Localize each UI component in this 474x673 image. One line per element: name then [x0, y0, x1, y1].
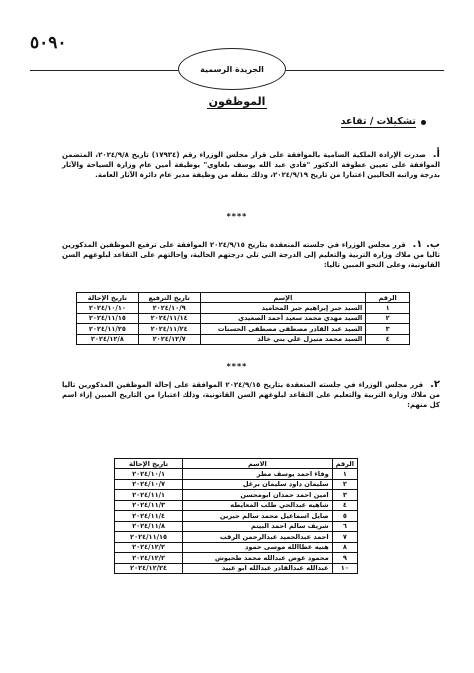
cell-retirement-date: ٢٠٢٤/١٢/٢	[115, 542, 183, 553]
cell-promotion-date: ٢٠٢٤/١٠/٩	[138, 303, 200, 314]
cell-retirement-date: ٢٠٢٤/١١/٢٥	[77, 324, 139, 335]
cell-name: السيد عبد القادر مصطفى مصطفى الحسنات	[200, 324, 366, 335]
subheading-text: تشكيلات / تقاعد	[340, 116, 416, 127]
separator-stars-2: ****	[226, 362, 248, 371]
gazette-name: الجريدة الرسمية	[200, 64, 264, 74]
cell-name: عبدالله عبدالقادر عبدالله ابو عبيد	[183, 563, 333, 574]
gazette-name-badge	[178, 48, 286, 90]
cell-retirement-date: ٢٠٢٤/١٢/٨	[77, 334, 139, 345]
table-row	[115, 490, 358, 501]
cell-retirement-date: ٢٠٢٤/١١/١٥	[77, 313, 139, 324]
cell-number: ٦	[332, 521, 357, 532]
cell-name: محمود عوض عبدالله محمد طحيوش	[183, 553, 333, 564]
cell-name: امين احمد حمدان ابومحسن	[183, 490, 333, 501]
section-title	[0, 95, 474, 108]
cell-promotion-date: ٢٠٢٤/١١/١٤	[138, 313, 200, 324]
paragraph-a-text: صدرت الإرادة الملكية السامية بالموافقة على قرار مجلس الوزراء رقم (١٧٩٣٤) تاريخ ٢٠٢٤/٩/٨، المتضمن الموافقة على تعيين عطوفة الدكتور "فادي عبد الله يوسف بلعاوي" بوظيفة أمين عام وزارة السياحة والآثار بدرجة وراتبه الحاليين اعتبارا من تاريخ ٢٠٢٤/٩/١٩، وذلك بنقله من وظيفة مدير عام دائرة الآثار العامة.	[62, 151, 440, 179]
table-row	[115, 563, 358, 574]
table-row	[115, 532, 358, 543]
cell-retirement-date: ٢٠٢٤/١٢/٢	[115, 553, 183, 564]
paragraph-a-marker: أ.	[432, 149, 440, 160]
table-row	[115, 511, 358, 522]
cell-name: السيد جبر إبراهيم جبر المحاميد	[200, 303, 366, 314]
table-header-row	[115, 459, 358, 469]
cell-promotion-date: ٢٠٢٤/١٢/٧	[138, 334, 200, 345]
col-header-retirement-date: تاريخ الإحالة	[77, 293, 139, 303]
table-row	[115, 479, 358, 490]
cell-number: ٨	[332, 542, 357, 553]
table-row	[115, 521, 358, 532]
cell-number: ١	[366, 303, 410, 314]
cell-name: هنيه عطاالله موسى حمود	[183, 542, 333, 553]
cell-number: ١٠	[332, 563, 357, 574]
retirement-table	[114, 458, 358, 574]
cell-number: ٣	[332, 490, 357, 501]
cell-name: شريف سالم احمد البيتم	[183, 521, 333, 532]
subheading	[341, 116, 426, 128]
cell-name: سليمان داود سليمان برغل	[183, 479, 333, 490]
cell-retirement-date: ٢٠٢٤/١١/٨	[115, 521, 183, 532]
paragraph-a	[62, 150, 440, 180]
cell-number: ٤	[332, 500, 357, 511]
col-header-retirement-date: تاريخ الإحالة	[115, 459, 183, 469]
paragraph-c-marker: ٢.	[430, 379, 441, 390]
cell-name: شاهيه عبدالحي طلب المعايطه	[183, 500, 333, 511]
cell-number: ٢	[366, 313, 410, 324]
paragraph-b-text: قرر مجلس الوزراء في جلسته المنعقدة بتاريخ ٢٠٢٤/٩/١٥ الموافقة على ترفيع الموظفين المذكورين تاليا من ملاك وزارة التربية والتعليم إلى الدرجة التي تلي درجتهم الحالية، وإحالتهم على التقاعد لبلوغهم السن القانونية، وعلى النحو المبين تاليا:	[62, 241, 440, 269]
cell-number: ٢	[332, 479, 357, 490]
cell-number: ٣	[366, 324, 410, 335]
table-row	[77, 334, 410, 345]
header-rule-left	[30, 70, 178, 71]
cell-retirement-date: ٢٠٢٤/١١/٣	[115, 500, 183, 511]
table-row	[115, 542, 358, 553]
cell-name: السيد مهدي محمد سعيد أحمد الصعيدي	[200, 313, 366, 324]
table-row	[77, 303, 410, 314]
cell-retirement-date: ٢٠٢٤/١١/٤	[115, 511, 183, 522]
cell-name: صايل اسماعيل محمد سالم جبرين	[183, 511, 333, 522]
col-header-number: الرقم	[332, 459, 357, 469]
section-title-text: الموظفون	[208, 95, 266, 108]
cell-number: ٧	[332, 532, 357, 543]
table-row	[115, 553, 358, 564]
paragraph-c	[62, 380, 440, 410]
col-header-number: الرقم	[366, 293, 410, 303]
cell-retirement-date: ٢٠٢٤/١٠/١	[115, 469, 183, 480]
cell-name: احمد عبدالحميد عبدالرحمن الرقب	[183, 532, 333, 543]
cell-name: السيد محمد منيزل علي بني خالد	[200, 334, 366, 345]
cell-retirement-date: ٢٠٢٤/١٠/١٠	[77, 303, 139, 314]
cell-promotion-date: ٢٠٢٤/١١/٢٤	[138, 324, 200, 335]
cell-retirement-date: ٢٠٢٤/١٠/٧	[115, 479, 183, 490]
cell-name: وفاء احمد يوسف مطر	[183, 469, 333, 480]
cell-number: ١	[332, 469, 357, 480]
col-header-promotion-date: تاريخ الترفيع	[138, 293, 200, 303]
cell-number: ٤	[366, 334, 410, 345]
cell-retirement-date: ٢٠٢٤/١٢/٢٤	[115, 563, 183, 574]
table-row	[115, 469, 358, 480]
col-header-name: الاسم	[183, 459, 333, 469]
paragraph-b	[62, 240, 440, 270]
cell-number: ٩	[332, 553, 357, 564]
paragraph-b-marker: ب. ١.	[412, 239, 440, 250]
table-row	[77, 313, 410, 324]
paragraph-c-text: قرر مجلس الوزراء في جلسته المنعقدة بتاريخ ٢٠٢٤/٩/١٥ الموافقة على إحالة الموظفين المذكورين تاليا من ملاك وزارة التربية والتعليم على التقاعد لبلوغهم السن القانونية، وذلك اعتبارا من التاريخ المبين إزاء اسم كل منهم:	[62, 381, 440, 409]
col-header-name: الإسم	[200, 293, 366, 303]
page-number: ٥٠٩٠	[30, 33, 67, 53]
cell-retirement-date: ٢٠٢٤/١١/١	[115, 490, 183, 501]
promotion-table	[76, 292, 410, 345]
separator-stars-1: ****	[226, 212, 248, 221]
header-rule-right	[286, 70, 444, 71]
bullet-icon	[421, 120, 426, 125]
cell-retirement-date: ٢٠٢٤/١١/١٥	[115, 532, 183, 543]
table-row	[115, 500, 358, 511]
table-row	[77, 324, 410, 335]
table-header-row	[77, 293, 410, 303]
cell-number: ٥	[332, 511, 357, 522]
